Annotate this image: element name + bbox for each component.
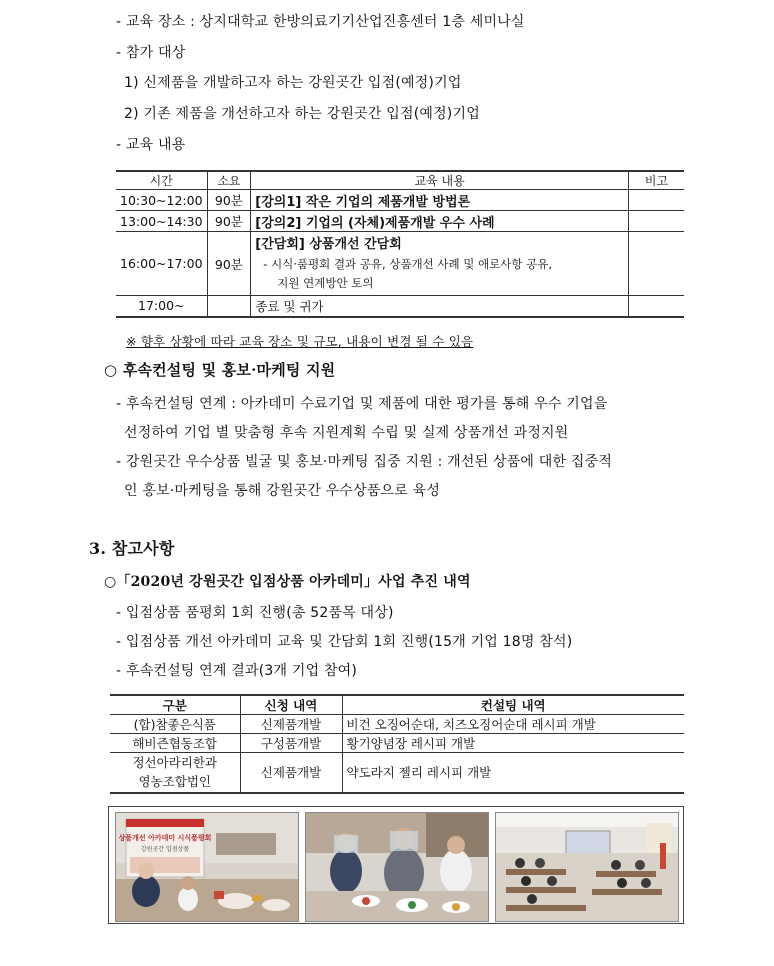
cell-time: 16:00~17:00 — [116, 232, 207, 296]
cell-detail-1: - 시식·품평회 결과 공유, 상품개선 사례 및 애로사항 공유, — [263, 256, 553, 271]
cell-detail: 황기양념장 레시피 개발 — [342, 734, 684, 753]
followup-heading: ○ 후속컨설팅 및 홍보·마케팅 지원 — [104, 361, 336, 379]
change-note: ※ 향후 상황에 따라 교육 장소 및 규모, 내용이 변경 될 수 있음 — [126, 334, 474, 349]
followup-item-1b: 선정하여 기업 별 맞춤형 후속 지원계획 수립 및 실제 상품개선 과정지원 — [124, 425, 569, 441]
cell-title: 종료 및 귀가 — [251, 296, 629, 317]
cell-org-line-1: 정선아라리한과 — [132, 755, 218, 771]
section-3-item-1: - 입점상품 품평회 1회 진행(총 52품목 대상) — [116, 605, 394, 621]
consulting-header-row — [110, 695, 684, 715]
section-3-subheading: ○「2020년 강원곳간 입점상품 아카데미」사업 추진 내역 — [104, 574, 471, 590]
schedule-table — [116, 170, 684, 318]
section-3-item-3: - 후속컨설팅 연계 결과(3개 기업 참여) — [116, 663, 358, 679]
consulting-table — [110, 694, 684, 794]
cell-type: 신제품개발 — [240, 715, 342, 734]
photo-food-serving — [305, 812, 489, 922]
cell-org: 해비즌협동조합 — [110, 734, 240, 753]
cell-detail: 약도라지 젤리 레시피 개발 — [342, 753, 684, 793]
followup-item-2b: 인 홍보·마케팅을 통해 강원곳간 우수상품으로 육성 — [124, 483, 441, 499]
banner-text-1: 상품개선 아카데미 시식품평회 — [118, 834, 212, 842]
header-duration: 소요 — [207, 171, 251, 190]
section-3-title: 3. 참고사항 — [89, 539, 175, 558]
cell-time: 13:00~14:30 — [116, 211, 207, 232]
target-item-2: 2) 기존 제품을 개선하고자 하는 강원곳간 입점(예정)기업 — [124, 106, 480, 122]
header-org: 구분 — [110, 695, 240, 715]
table-row — [116, 232, 684, 296]
venue-line: - 교육 장소 : 상지대학교 한방의료기기산업진흥센터 1층 세미나실 — [116, 14, 525, 30]
header-note: 비고 — [628, 171, 684, 190]
cell-title: [강의1] 작은 기업의 제품개발 방법론 — [251, 190, 629, 211]
table-row — [110, 715, 684, 734]
banner-text-2: 강원곳간 입점상품 — [140, 846, 190, 853]
cell-org: (합)참좋은식품 — [110, 715, 240, 734]
header-detail: 컨설팅 내역 — [342, 695, 684, 715]
table-row — [110, 753, 684, 793]
cell-time: 17:00~ — [116, 296, 207, 317]
cell-type: 신제품개발 — [240, 753, 342, 793]
header-type: 신청 내역 — [240, 695, 342, 715]
photo-seminar-room — [495, 812, 679, 922]
photo-tasting-session — [115, 812, 299, 922]
table-row — [116, 211, 684, 232]
cell-detail: 비건 오징어순대, 치즈오징어순대 레시피 개발 — [342, 715, 684, 734]
photo-strip — [108, 806, 684, 924]
cell-time: 10:30~12:00 — [116, 190, 207, 211]
followup-item-1a: - 후속컨설팅 연계 : 아카데미 수료기업 및 제품에 대한 평가를 통해 우수 기업을 — [116, 396, 608, 412]
cell-title: [간담회] 상품개선 간담회 — [255, 236, 402, 252]
cell-org-line-2: 영농조합법인 — [138, 774, 211, 790]
cell-duration: 90분 — [207, 232, 251, 296]
table-row — [116, 190, 684, 211]
followup-item-2a: - 강원곳간 우수상품 빌굴 및 홍보·마케팅 집중 지원 : 개선된 상품에 대한 집중적 — [116, 454, 613, 470]
target-item-1: 1) 신제품을 개발하고자 하는 강원곳간 입점(예정)기업 — [124, 75, 462, 91]
cell-content — [251, 232, 629, 296]
schedule-header-row — [116, 171, 684, 190]
cell-detail-2: 지원 연계방안 토의 — [277, 275, 374, 290]
target-line: - 참가 대상 — [116, 45, 186, 61]
cell-duration — [207, 296, 251, 317]
table-row — [116, 296, 684, 317]
table-row — [110, 734, 684, 753]
cell-org — [110, 753, 240, 793]
cell-note — [628, 190, 684, 211]
cell-title: [강의2] 기업의 (자체)제품개발 우수 사례 — [251, 211, 629, 232]
cell-note — [628, 211, 684, 232]
section-3-item-2: - 입점상품 개선 아카데미 교육 및 간담회 1회 진행(15개 기업 18명 참석) — [116, 634, 573, 650]
cell-note — [628, 296, 684, 317]
cell-duration: 90분 — [207, 211, 251, 232]
cell-note — [628, 232, 684, 296]
cell-type: 구성품개발 — [240, 734, 342, 753]
cell-duration: 90분 — [207, 190, 251, 211]
content-line: - 교육 내용 — [116, 137, 186, 153]
header-content: 교육 내용 — [251, 171, 629, 190]
header-time: 시간 — [116, 171, 207, 190]
